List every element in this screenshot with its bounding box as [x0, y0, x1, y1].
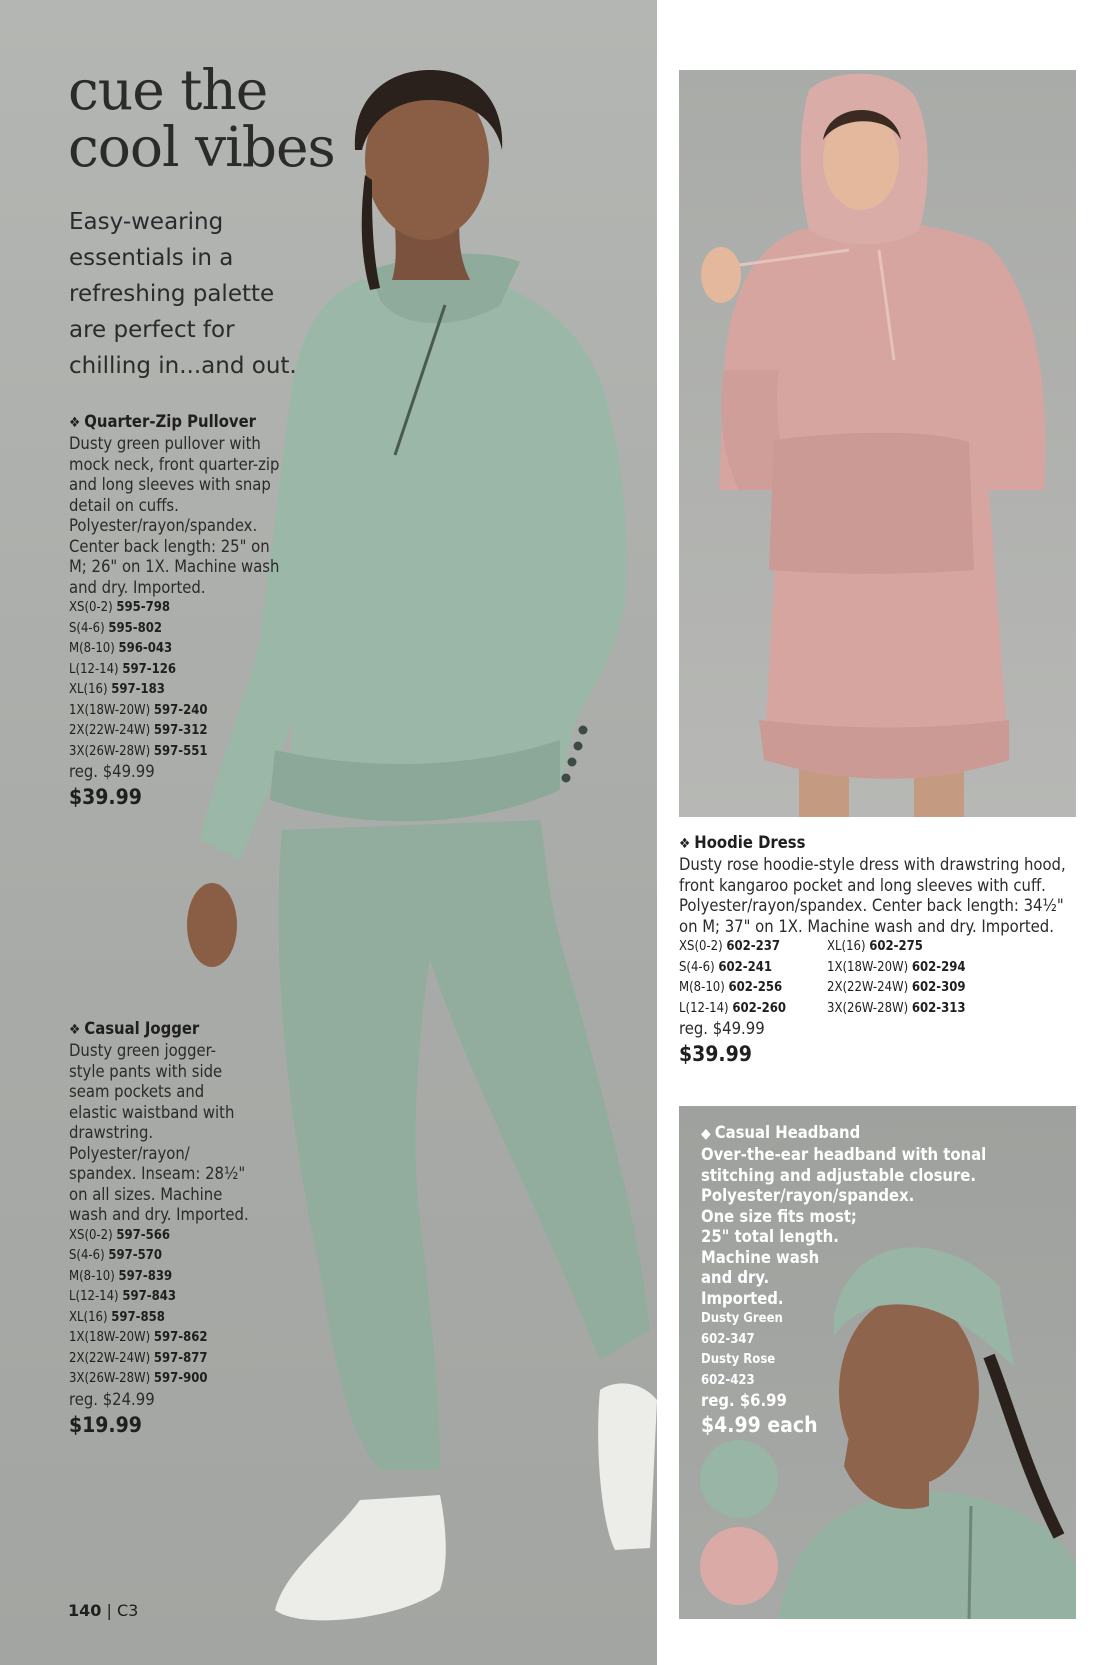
variant-color: Dusty Rose — [701, 1352, 776, 1367]
size-row: 1X(18W-20W) 597-240 — [69, 702, 208, 718]
headline-line-1: cue the — [68, 58, 268, 122]
size-row: XL(16) 597-183 — [69, 682, 165, 697]
size-row: S(4-6) 597-570 — [69, 1248, 163, 1263]
headband-description — [701, 1145, 1001, 1309]
headband-product — [701, 1122, 1001, 1439]
pullover-description: Dusty green pullover with mock neck, front quarter-zip and long sleeves with snap detail on cuffs. Polyester/rayon/spandex. Center back length: 25" on M; 26" on 1X. Machine wash and dry. Imported. — [69, 434, 280, 597]
headband-sale-price: $4.99 each — [701, 1413, 818, 1437]
page-footer: 140 | C3 — [68, 1601, 139, 1620]
diamond-bullet-icon: ❖ — [679, 836, 691, 852]
hoodie-description: Dusty rose hoodie-style dress with drawstring hood, front kangaroo pocket and long sleeves with cuff. Polyester/rayon/spandex. Center back length: 34½" on M; 37" on 1X. Machine wash and dry. Imported. — [679, 855, 1066, 936]
jogger-regular-price: reg. $24.99 — [69, 1389, 155, 1409]
hoodie-name: Hoodie Dress — [694, 833, 806, 852]
variant-sku: 602-347 — [701, 1331, 755, 1347]
dusty-green-swatch — [700, 1440, 778, 1518]
jogger-size-list — [69, 1226, 249, 1390]
size-row: 2X(22W-24W) 597-877 — [69, 1350, 208, 1366]
diamond-bullet-icon: ◆ — [701, 1126, 711, 1142]
headband-desc-line: Over-the-ear headband with tonal — [701, 1145, 987, 1164]
diamond-bullet-icon: ❖ — [69, 415, 81, 431]
size-row: S(4-6) 602-241 — [679, 959, 773, 975]
hoodie-dress-photo — [679, 70, 1076, 817]
size-row: 1X(18W-20W) 597-862 — [69, 1330, 208, 1345]
size-row: 1X(18W-20W) 602-294 — [827, 959, 966, 975]
diamond-bullet-icon: ❖ — [69, 1022, 81, 1038]
headband-desc-line: stitching and adjustable closure. — [701, 1165, 977, 1185]
size-row: L(12-14) 597-126 — [69, 661, 177, 677]
pullover-regular-price: reg. $49.99 — [69, 762, 155, 781]
headband-name-row — [701, 1122, 1001, 1145]
jogger-description: Dusty green jogger-style pants with side seam pockets and elastic waistband with drawstring. Polyester/rayon/ spandex. Inseam: 28½" on all sizes. Machine wash and dry. Imported. — [69, 1041, 249, 1224]
size-row: 3X(26W-28W) 597-900 — [69, 1371, 208, 1386]
hoodie-product — [679, 832, 1079, 1069]
size-row: XS(0-2) 595-798 — [69, 600, 171, 615]
pullover-name: Quarter-Zip Pullover — [84, 412, 256, 431]
pullover-size-list — [69, 598, 284, 762]
size-row: XL(16) 602-275 — [827, 939, 923, 954]
headline-line-2: cool vibes — [68, 115, 335, 179]
size-row: M(8-10) 597-839 — [69, 1268, 173, 1284]
hoodie-sale-price: $39.99 — [679, 1042, 752, 1066]
headband-desc-line: Polyester/rayon/spandex. — [701, 1186, 915, 1205]
catalog-code: C3 — [116, 1601, 139, 1620]
size-row: XS(0-2) 597-566 — [69, 1227, 171, 1243]
variant-color: Dusty Green — [701, 1311, 783, 1326]
headband-desc-line: Imported. — [701, 1288, 784, 1308]
size-row: L(12-14) 597-843 — [69, 1289, 177, 1304]
headband-desc-line: Machine wash — [701, 1247, 820, 1267]
page-number: 140 — [68, 1601, 102, 1620]
jogger-product — [69, 1018, 249, 1440]
pullover-sale-price: $39.99 — [69, 785, 142, 809]
hoodie-size-grid — [679, 937, 1079, 1019]
pullover-name-row — [69, 411, 284, 434]
size-row: XS(0-2) 602-237 — [679, 939, 781, 954]
headband-desc-line: One size fits most; — [701, 1206, 857, 1226]
model-rose-hoodie-photo — [679, 70, 1076, 817]
size-row: M(8-10) 602-256 — [679, 980, 783, 995]
jogger-sale-price: $19.99 — [69, 1412, 142, 1437]
size-row: 2X(22W-24W) 602-309 — [827, 980, 966, 995]
pullover-product — [69, 411, 284, 812]
headband-regular-price: reg. $6.99 — [701, 1391, 787, 1410]
hoodie-regular-price: reg. $49.99 — [679, 1019, 765, 1038]
size-row: M(8-10) 596-043 — [69, 641, 173, 656]
size-row: 2X(22W-24W) 597-312 — [69, 723, 208, 738]
size-row: S(4-6) 595-802 — [69, 620, 163, 636]
size-row: 3X(26W-28W) 597-551 — [69, 743, 208, 759]
jogger-name: Casual Jogger — [84, 1019, 200, 1038]
variant-sku: 602-423 — [701, 1372, 755, 1388]
size-row: 3X(26W-28W) 602-313 — [827, 1000, 966, 1016]
headband-variant-green — [701, 1309, 1001, 1350]
headband-desc-line: 25" total length. — [701, 1227, 839, 1246]
hoodie-name-row — [679, 832, 1079, 855]
headband-desc-line: and dry. — [701, 1268, 770, 1287]
intro-text: Easy-wearing essentials in a refreshing palette are perfect for chilling in...and out. — [69, 209, 297, 379]
size-row: XL(16) 597-858 — [69, 1309, 165, 1325]
page-headline — [68, 58, 335, 179]
dusty-rose-swatch — [700, 1527, 778, 1605]
headband-variant-rose — [701, 1350, 1001, 1391]
jogger-name-row — [69, 1018, 249, 1041]
headband-name: Casual Headband — [714, 1123, 861, 1142]
size-row: L(12-14) 602-260 — [679, 1000, 787, 1016]
